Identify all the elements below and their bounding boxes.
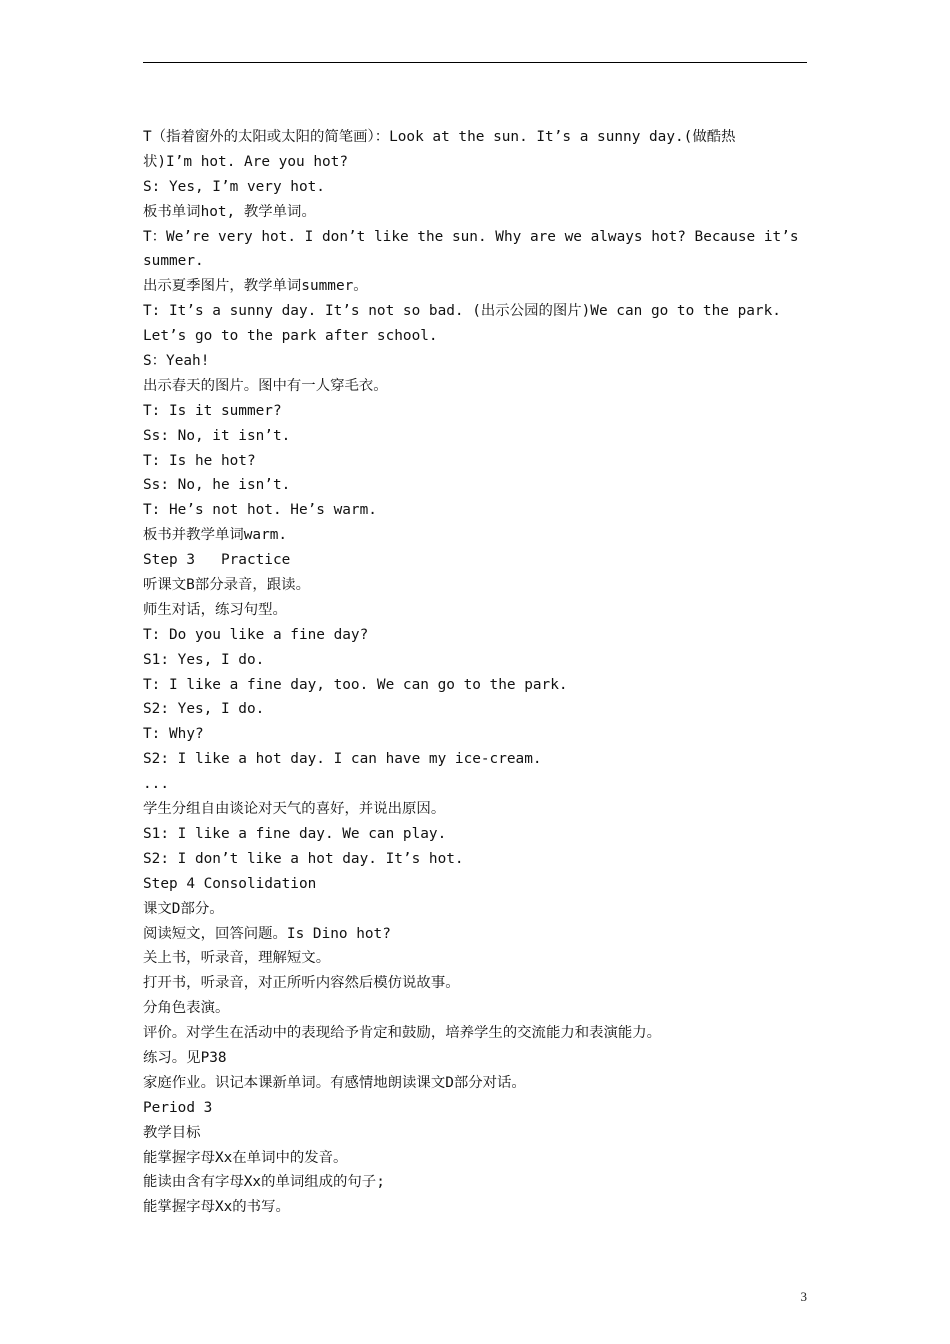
text-line: T: Is it summer?: [143, 402, 282, 419]
text-line: S1: I like a fine day. We can play.: [143, 825, 447, 842]
text-line: 出示春天的图片。图中有一人穿毛衣。: [143, 377, 388, 394]
text-line: 教学目标: [143, 1124, 201, 1141]
header-rule: [143, 62, 807, 63]
text-line: S2: I like a hot day. I can have my ice-cream.: [143, 751, 542, 768]
text-line: S2: I don’t like a hot day. It’s hot.: [143, 850, 464, 867]
document-body: [143, 125, 807, 1220]
text-line: 能掌握字母Xx的书写。: [143, 1199, 290, 1216]
text-line: 听课文B部分录音，跟读。: [143, 577, 310, 594]
text-line: T: Why?: [143, 726, 204, 743]
text-line: T（指着窗外的太阳或太阳的简笔画）：Look at the sun. It’s a sunny day.(做酷热: [143, 129, 736, 145]
text-line: T: It’s a sunny day. It’s not so bad. (出示公园的图片)We can go to the park.: [143, 303, 781, 320]
page-number: 3: [800, 1289, 807, 1304]
text-line: 关上书，听录音，理解短文。: [143, 950, 331, 967]
text-line: T: Is he hot?: [143, 452, 256, 469]
text-line: 阅读短文，回答问题。Is Dino hot?: [143, 925, 391, 942]
text-line: 板书并教学单词warm.: [143, 527, 288, 544]
text-line: S1: Yes, I do.: [143, 651, 265, 668]
text-line: Let’s go to the park after school.: [143, 328, 438, 345]
text-line: S：Yeah!: [143, 353, 210, 370]
text-line: 家庭作业。识记本课新单词。有感情地朗读课文D部分对话。: [143, 1074, 526, 1091]
text-line: 能掌握字母Xx在单词中的发音。: [143, 1149, 348, 1166]
text-line: 打开书，听录音，对正所听内容然后模仿说故事。: [143, 975, 460, 992]
text-line: T: Do you like a fine day?: [143, 626, 369, 643]
text-line: T: He’s not hot. He’s warm.: [143, 502, 377, 519]
text-line: 评价。对学生在活动中的表现给予肯定和鼓励，培养学生的交流能力和表演能力。: [143, 1025, 662, 1042]
text-line: Step 4 Consolidation: [143, 875, 317, 892]
text-line: 出示夏季图片，教学单词summer。: [143, 278, 368, 295]
text-line: S2: Yes, I do.: [143, 701, 265, 718]
text-line: summer.: [143, 253, 204, 270]
text-line: 练习。见P38: [143, 1049, 227, 1066]
text-line: Period 3: [143, 1099, 213, 1116]
text-line: 分角色表演。: [143, 1000, 230, 1017]
text-line: 课文D部分。: [143, 900, 224, 917]
text-line: T: I like a fine day, too. We can go to the park.: [143, 676, 568, 693]
text-line: 师生对话，练习句型。: [143, 601, 287, 618]
text-line: Step 3 Practice: [143, 552, 291, 569]
text-line: S: Yes, I’m very hot.: [143, 178, 325, 195]
text-line: Ss: No, it isn’t.: [143, 427, 291, 444]
text-line: ...: [143, 776, 169, 793]
text-line: 学生分组自由谈论对天气的喜好，并说出原因。: [143, 801, 446, 818]
text-line: 能读由含有字母Xx的单词组成的句子;: [143, 1174, 385, 1191]
text-line: Ss: No, he isn’t.: [143, 477, 291, 494]
text-line: 状)I’m hot. Are you hot?: [143, 153, 348, 170]
text-line: T：We’re very hot. I don’t like the sun. Why are we always hot? Because it’s: [143, 228, 799, 245]
text-line: 板书单词hot, 教学单词。: [143, 203, 316, 220]
